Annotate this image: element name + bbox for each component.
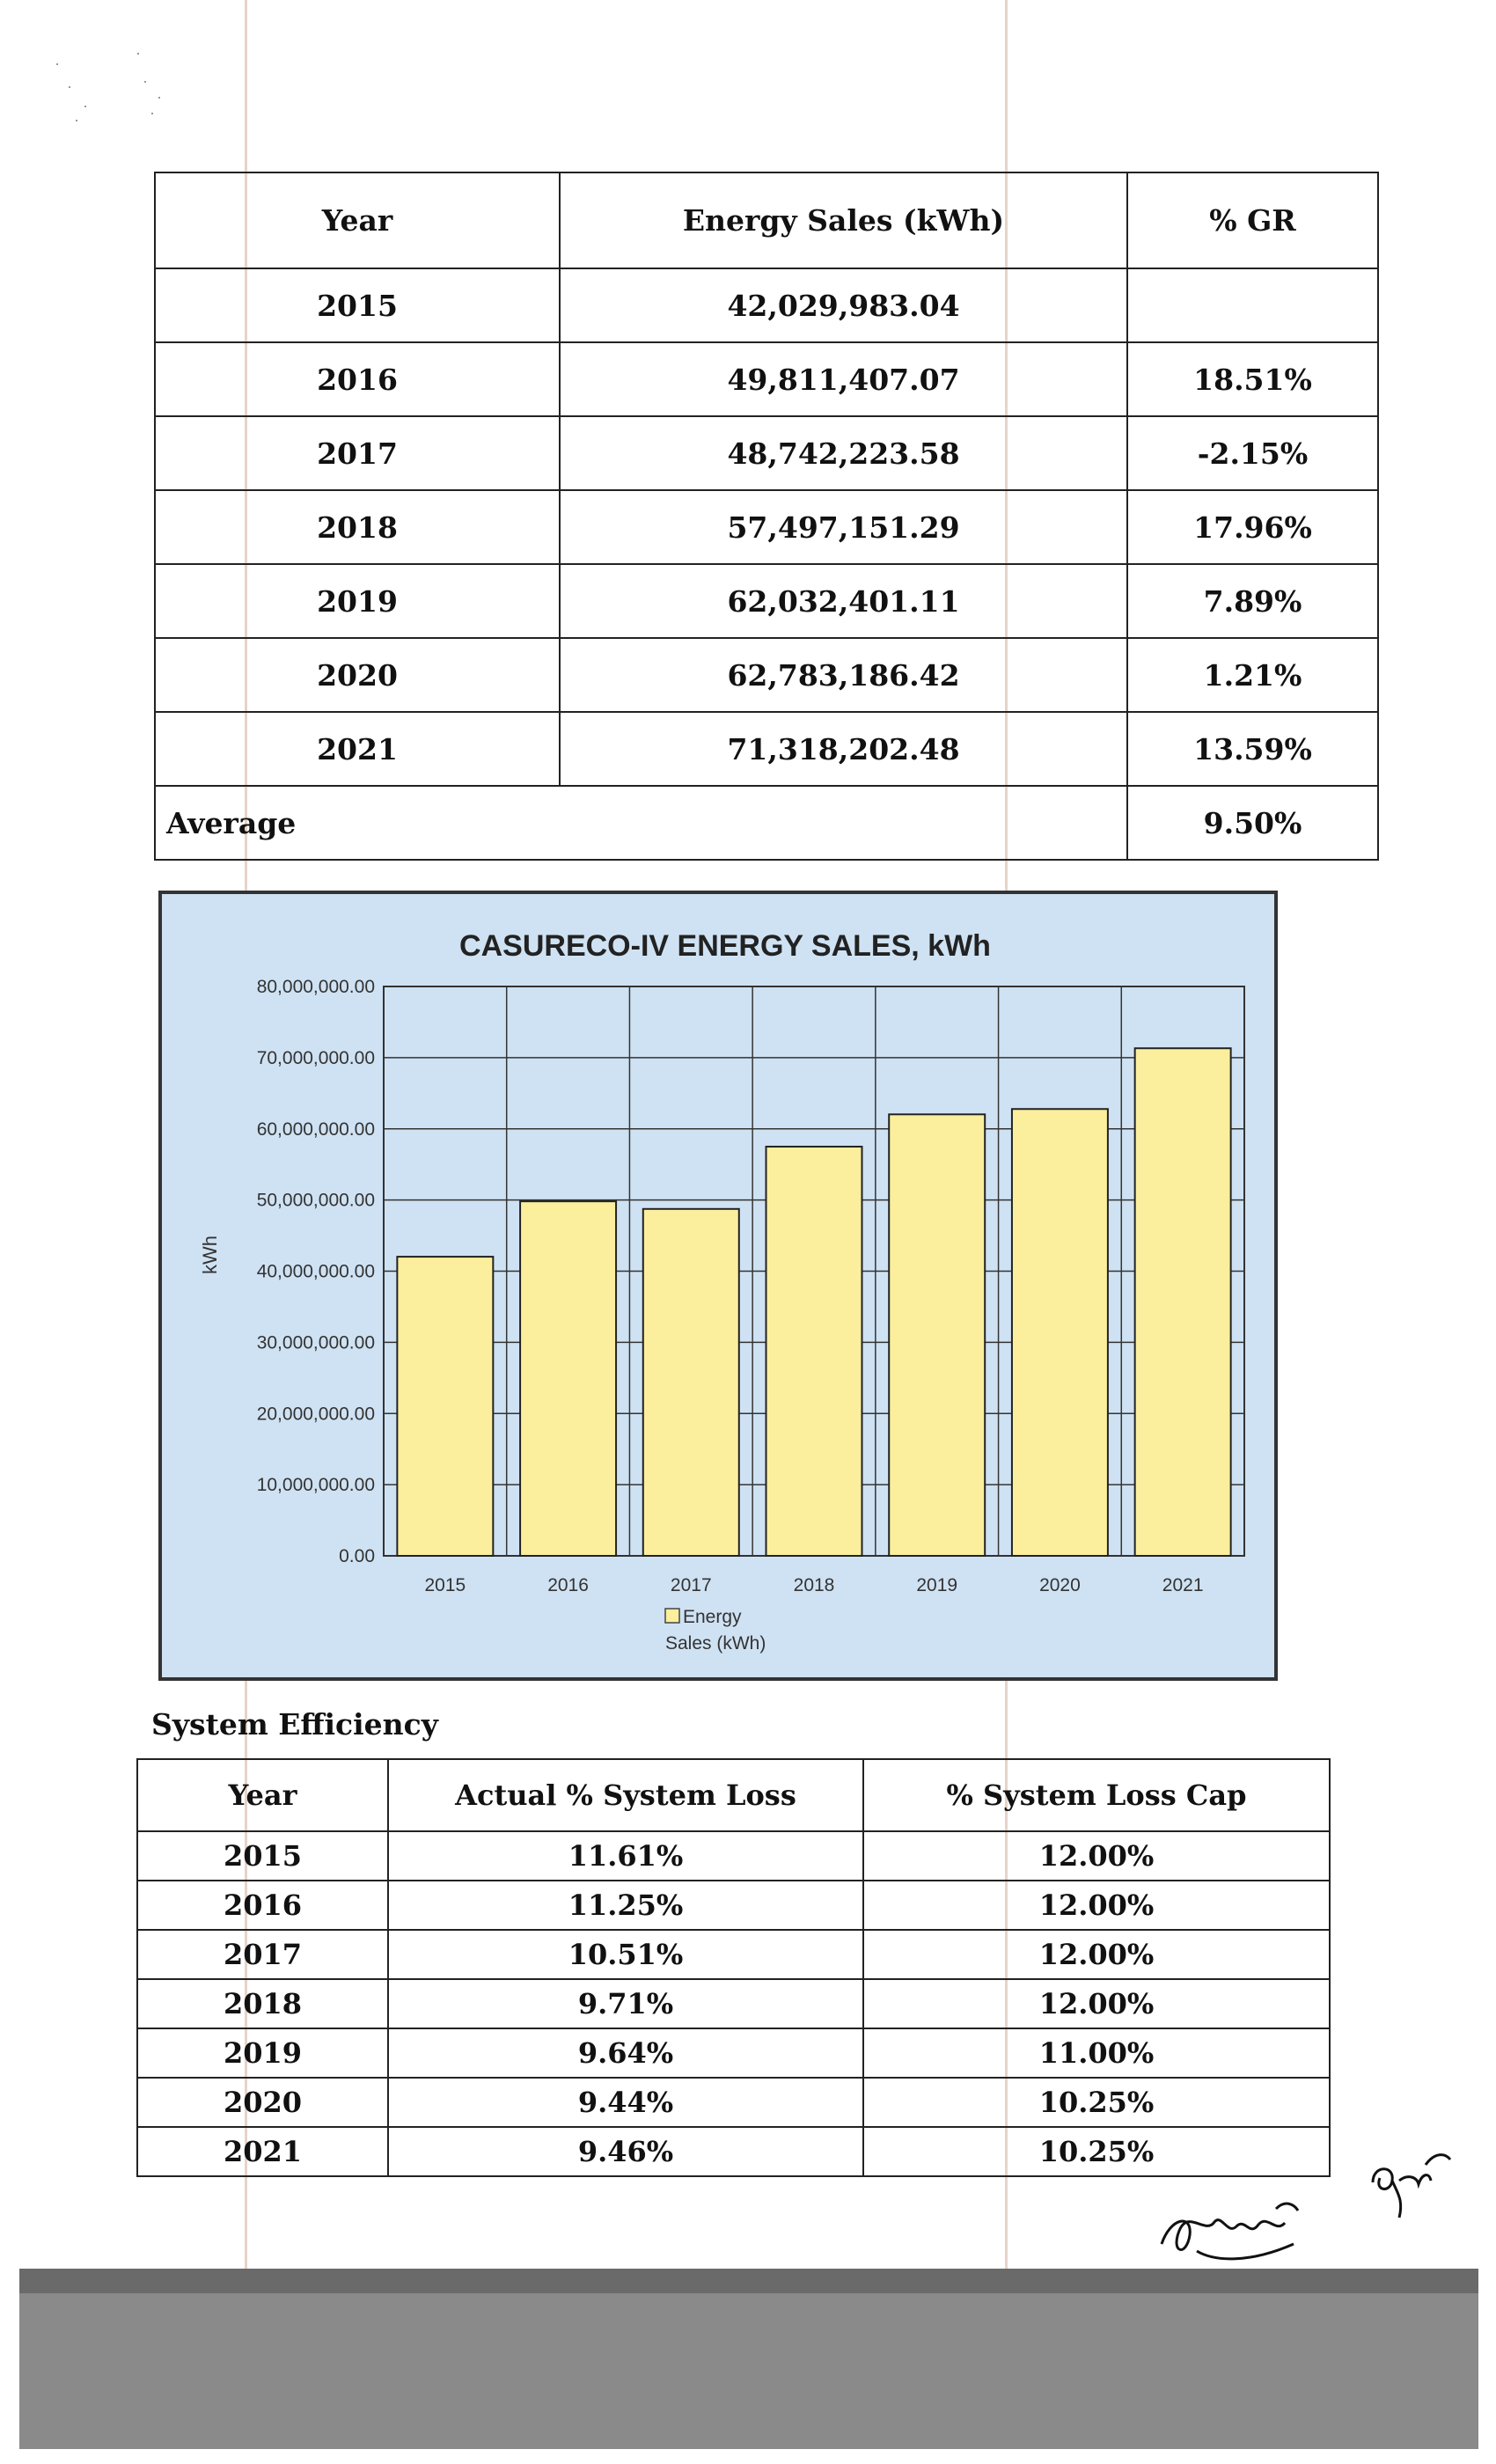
year-cell: 2015 bbox=[137, 1831, 388, 1881]
growth-rate-cell: 18.51% bbox=[1127, 342, 1378, 416]
year-cell: 2021 bbox=[137, 2127, 388, 2176]
bar-2020 bbox=[1012, 1109, 1108, 1556]
loss-cap-cell: 12.00% bbox=[863, 1930, 1330, 1979]
growth-rate-cell: -2.15% bbox=[1127, 416, 1378, 490]
growth-rate-cell bbox=[1127, 268, 1378, 342]
loss-cap-cell: 10.25% bbox=[863, 2127, 1330, 2176]
y-tick-label: 60,000,000.00 bbox=[256, 1118, 375, 1140]
y-tick-label: 30,000,000.00 bbox=[256, 1332, 375, 1353]
actual-loss-cell: 11.61% bbox=[388, 1831, 863, 1881]
actual-loss-cell: 9.46% bbox=[388, 2127, 863, 2176]
growth-rate-cell: 1.21% bbox=[1127, 638, 1378, 712]
average-value: 9.50% bbox=[1127, 786, 1378, 860]
x-tick-labels bbox=[424, 1575, 1203, 1595]
header-growth-rate: % GR bbox=[1127, 172, 1378, 268]
bar-2015 bbox=[397, 1257, 493, 1556]
actual-loss-cell: 9.64% bbox=[388, 2028, 863, 2078]
loss-cap-cell: 12.00% bbox=[863, 1881, 1330, 1930]
y-tick-label: 50,000,000.00 bbox=[256, 1190, 375, 1211]
loss-cap-cell: 11.00% bbox=[863, 2028, 1330, 2078]
x-tick-label: 2018 bbox=[793, 1575, 835, 1595]
energy-sales-table bbox=[154, 172, 1379, 861]
year-cell: 2017 bbox=[155, 416, 560, 490]
actual-loss-cell: 9.44% bbox=[388, 2078, 863, 2127]
table-row bbox=[137, 1979, 1330, 2028]
growth-rate-cell: 13.59% bbox=[1127, 712, 1378, 786]
sales-cell: 48,742,223.58 bbox=[560, 416, 1127, 490]
table-row bbox=[137, 2127, 1330, 2176]
table-row bbox=[155, 564, 1378, 638]
legend-text-line1: Energy bbox=[683, 1607, 742, 1627]
y-tick-label: 70,000,000.00 bbox=[256, 1047, 375, 1068]
header-actual-loss: Actual % System Loss bbox=[388, 1759, 863, 1831]
bar-2019 bbox=[889, 1114, 985, 1556]
y-tick-label: 10,000,000.00 bbox=[256, 1475, 375, 1496]
x-tick-label: 2019 bbox=[916, 1575, 958, 1595]
x-tick-label: 2015 bbox=[424, 1575, 466, 1595]
table-row bbox=[155, 416, 1378, 490]
table-row bbox=[155, 342, 1378, 416]
scan-footer-band bbox=[19, 2269, 1478, 2449]
y-tick-label: 80,000,000.00 bbox=[256, 977, 375, 997]
growth-rate-cell: 7.89% bbox=[1127, 564, 1378, 638]
loss-cap-cell: 10.25% bbox=[863, 2078, 1330, 2127]
year-cell: 2015 bbox=[155, 268, 560, 342]
x-tick-label: 2017 bbox=[670, 1575, 712, 1595]
sales-cell: 57,497,151.29 bbox=[560, 490, 1127, 564]
loss-cap-cell: 12.00% bbox=[863, 1979, 1330, 2028]
x-tick-label: 2021 bbox=[1162, 1575, 1204, 1595]
scan-specks bbox=[53, 35, 176, 141]
table-header-row bbox=[137, 1759, 1330, 1831]
sales-cell: 71,318,202.48 bbox=[560, 712, 1127, 786]
sales-cell: 62,032,401.11 bbox=[560, 564, 1127, 638]
year-cell: 2019 bbox=[155, 564, 560, 638]
table-row bbox=[137, 1930, 1330, 1979]
year-cell: 2019 bbox=[137, 2028, 388, 2078]
table-row bbox=[155, 638, 1378, 712]
average-label: Average bbox=[155, 786, 1127, 860]
table-row bbox=[155, 712, 1378, 786]
header-energy-sales: Energy Sales (kWh) bbox=[560, 172, 1127, 268]
y-tick-labels bbox=[257, 977, 375, 1566]
table-row bbox=[137, 1831, 1330, 1881]
x-tick-label: 2016 bbox=[547, 1575, 589, 1595]
system-loss-table bbox=[136, 1758, 1331, 2177]
legend-text-line2: Sales (kWh) bbox=[665, 1633, 766, 1654]
bar-2018 bbox=[766, 1147, 862, 1556]
year-cell: 2018 bbox=[137, 1979, 388, 2028]
signature-mark-2 bbox=[1355, 2130, 1461, 2235]
y-tick-label: 0.00 bbox=[339, 1546, 375, 1566]
actual-loss-cell: 10.51% bbox=[388, 1930, 863, 1979]
bar-2021 bbox=[1135, 1048, 1231, 1556]
actual-loss-cell: 9.71% bbox=[388, 1979, 863, 2028]
average-row bbox=[155, 786, 1378, 860]
system-efficiency-title: System Efficiency bbox=[151, 1707, 438, 1742]
table-header-row bbox=[155, 172, 1378, 268]
year-cell: 2020 bbox=[155, 638, 560, 712]
signature-mark-1 bbox=[1144, 2182, 1320, 2270]
legend-swatch bbox=[665, 1609, 679, 1623]
year-cell: 2017 bbox=[137, 1930, 388, 1979]
table-row bbox=[137, 1881, 1330, 1930]
y-axis-label: kWh bbox=[199, 1236, 221, 1274]
header-loss-cap: % System Loss Cap bbox=[863, 1759, 1330, 1831]
year-cell: 2020 bbox=[137, 2078, 388, 2127]
bar-2017 bbox=[643, 1209, 739, 1556]
table-row bbox=[137, 2078, 1330, 2127]
growth-rate-cell: 17.96% bbox=[1127, 490, 1378, 564]
energy-sales-chart bbox=[158, 891, 1278, 1681]
sales-cell: 42,029,983.04 bbox=[560, 268, 1127, 342]
chart-title: CASURECO-IV ENERGY SALES, kWh bbox=[459, 929, 991, 963]
year-cell: 2016 bbox=[155, 342, 560, 416]
y-tick-label: 20,000,000.00 bbox=[256, 1404, 375, 1425]
year-cell: 2021 bbox=[155, 712, 560, 786]
table-row bbox=[155, 490, 1378, 564]
loss-cap-cell: 12.00% bbox=[863, 1831, 1330, 1881]
table-row bbox=[155, 268, 1378, 342]
chart-canvas bbox=[162, 894, 1274, 1677]
sales-cell: 62,783,186.42 bbox=[560, 638, 1127, 712]
scan-footer-shade bbox=[19, 2269, 1478, 2293]
year-cell: 2016 bbox=[137, 1881, 388, 1930]
sales-cell: 49,811,407.07 bbox=[560, 342, 1127, 416]
year-cell: 2018 bbox=[155, 490, 560, 564]
x-tick-label: 2020 bbox=[1039, 1575, 1081, 1595]
y-tick-label: 40,000,000.00 bbox=[256, 1261, 375, 1282]
header-year: Year bbox=[137, 1759, 388, 1831]
table-row bbox=[137, 2028, 1330, 2078]
header-year: Year bbox=[155, 172, 560, 268]
actual-loss-cell: 11.25% bbox=[388, 1881, 863, 1930]
bar-2016 bbox=[520, 1201, 616, 1556]
